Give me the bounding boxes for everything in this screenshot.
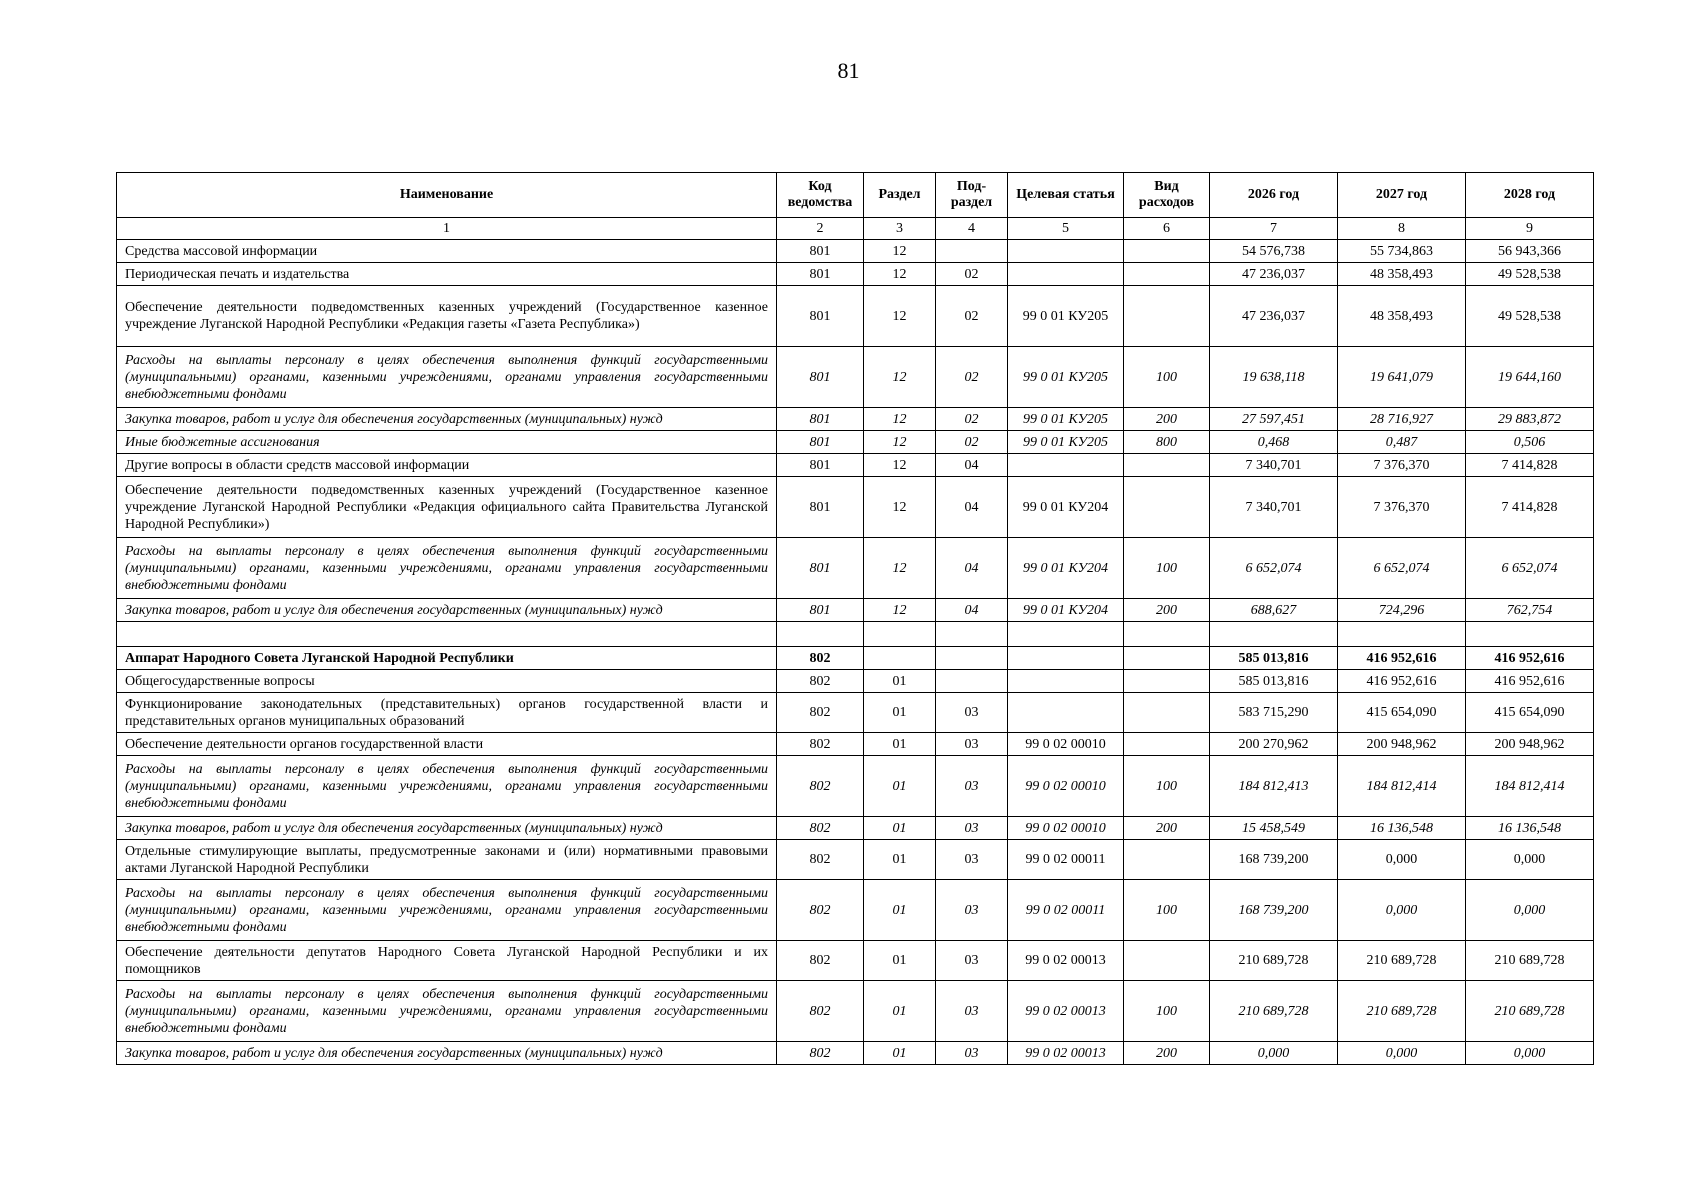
cell-target-item: 99 0 02 00010 [1008,756,1124,817]
cell-expense-type [1124,670,1210,693]
cell-section: 12 [864,408,936,431]
table-row [117,756,1594,817]
cell-amount-2028: 7 414,828 [1466,454,1594,477]
cell-dept-code: 802 [777,981,864,1042]
cell-subsection: 03 [936,733,1008,756]
cell-expense-type: 100 [1124,347,1210,408]
cell-amount-2027: 48 358,493 [1338,286,1466,347]
header-section: Раздел [864,173,936,218]
cell-row-name: Функционирование законодательных (представительных) органов государственной власти и представительных органов муниципальных образований [117,693,777,733]
cell-expense-type: 200 [1124,1042,1210,1065]
cell-dept-code: 802 [777,670,864,693]
cell-target-item [1008,670,1124,693]
cell-amount-2026: 15 458,549 [1210,817,1338,840]
cell-amount-2027: 416 952,616 [1338,647,1466,670]
cell-dept-code: 802 [777,817,864,840]
cell-subsection: 02 [936,431,1008,454]
cell-amount-2027: 0,000 [1338,1042,1466,1065]
cell-dept-code: 801 [777,347,864,408]
column-number: 3 [864,218,936,240]
column-number: 6 [1124,218,1210,240]
cell-target-item: 99 0 02 00010 [1008,733,1124,756]
cell-subsection: 03 [936,880,1008,941]
cell-amount-2028: 7 414,828 [1466,477,1594,538]
cell-subsection: 04 [936,599,1008,622]
cell-expense-type [1124,693,1210,733]
cell-target-item: 99 0 02 00013 [1008,1042,1124,1065]
cell-target-item: 99 0 02 00011 [1008,840,1124,880]
cell-subsection: 03 [936,981,1008,1042]
cell-amount-2026: 47 236,037 [1210,263,1338,286]
cell-expense-type [1124,941,1210,981]
table-row [117,981,1594,1042]
header-row [117,173,1594,218]
cell-dept-code: 802 [777,1042,864,1065]
cell-section: 12 [864,538,936,599]
cell-amount-2026: 47 236,037 [1210,286,1338,347]
cell-section: 12 [864,431,936,454]
header-expense-type: Вид расходов [1124,173,1210,218]
cell-subsection: 02 [936,263,1008,286]
cell-amount-2027: 16 136,548 [1338,817,1466,840]
cell-target-item: 99 0 01 КУ205 [1008,286,1124,347]
cell-subsection: 03 [936,941,1008,981]
cell-row-name: Обеспечение деятельности депутатов Народного Совета Луганской Народной Республики и их помощников [117,941,777,981]
cell-amount-2026: 184 812,413 [1210,756,1338,817]
cell-target-item [1008,693,1124,733]
cell-amount-2027: 55 734,863 [1338,240,1466,263]
cell-row-name: Расходы на выплаты персоналу в целях обеспечения выполнения функций государственными (муниципальными) органами, казенными учреждениями, органами управления государственными внебюджетными фондами [117,347,777,408]
table-row [117,941,1594,981]
cell-row-name: Закупка товаров, работ и услуг для обеспечения государственных (муниципальных) нужд [117,599,777,622]
table-row [117,733,1594,756]
cell-amount-2026: 7 340,701 [1210,477,1338,538]
cell-row-name: Расходы на выплаты персоналу в целях обеспечения выполнения функций государственными (муниципальными) органами, казенными учреждениями, органами управления государственными внебюджетными фондами [117,880,777,941]
cell-subsection [936,647,1008,670]
cell-amount-2027: 415 654,090 [1338,693,1466,733]
cell-target-item: 99 0 02 00011 [1008,880,1124,941]
cell-subsection: 03 [936,817,1008,840]
cell-expense-type: 100 [1124,756,1210,817]
header-year-2028: 2028 год [1466,173,1594,218]
header-target-item: Целевая статья [1008,173,1124,218]
cell-row-name: Обеспечение деятельности подведомственных казенных учреждений (Государственное казенное учреждение Луганской Народной Республики «Редакция официального сайта Правительства Луганской Народной Республики») [117,477,777,538]
cell-amount-2027: 184 812,414 [1338,756,1466,817]
cell-amount-2026: 27 597,451 [1210,408,1338,431]
cell-expense-type: 800 [1124,431,1210,454]
cell-expense-type [1124,263,1210,286]
cell-subsection: 02 [936,347,1008,408]
cell-amount-2026: 585 013,816 [1210,647,1338,670]
cell-amount-2028: 0,000 [1466,1042,1594,1065]
cell-expense-type [1124,622,1210,647]
cell-row-name: Обеспечение деятельности органов государственной власти [117,733,777,756]
cell-amount-2028: 762,754 [1466,599,1594,622]
cell-amount-2026: 6 652,074 [1210,538,1338,599]
cell-expense-type [1124,647,1210,670]
cell-section: 01 [864,981,936,1042]
cell-amount-2027: 210 689,728 [1338,981,1466,1042]
cell-expense-type: 200 [1124,599,1210,622]
cell-subsection: 04 [936,477,1008,538]
table-row [117,880,1594,941]
cell-row-name [117,622,777,647]
table-row [117,263,1594,286]
header-dept-code: Код ведомства [777,173,864,218]
cell-row-name: Закупка товаров, работ и услуг для обеспечения государственных (муниципальных) нужд [117,408,777,431]
cell-amount-2027: 724,296 [1338,599,1466,622]
column-number: 9 [1466,218,1594,240]
cell-dept-code: 801 [777,431,864,454]
cell-amount-2026: 7 340,701 [1210,454,1338,477]
cell-dept-code: 802 [777,941,864,981]
cell-row-name: Отдельные стимулирующие выплаты, предусмотренные законами и (или) нормативными правовыми актами Луганской Народной Республики [117,840,777,880]
table-row [117,454,1594,477]
cell-dept-code: 802 [777,693,864,733]
cell-row-name: Закупка товаров, работ и услуг для обеспечения государственных (муниципальных) нужд [117,817,777,840]
cell-amount-2028: 415 654,090 [1466,693,1594,733]
cell-row-name: Средства массовой информации [117,240,777,263]
cell-amount-2028: 0,000 [1466,840,1594,880]
cell-target-item [1008,647,1124,670]
cell-section: 12 [864,454,936,477]
header-subsection: Под-раздел [936,173,1008,218]
cell-amount-2028: 16 136,548 [1466,817,1594,840]
table-row [117,693,1594,733]
column-number: 2 [777,218,864,240]
table-row [117,840,1594,880]
cell-amount-2026: 688,627 [1210,599,1338,622]
cell-row-name: Расходы на выплаты персоналу в целях обеспечения выполнения функций государственными (муниципальными) органами, казенными учреждениями, органами управления государственными внебюджетными фондами [117,756,777,817]
cell-amount-2028: 210 689,728 [1466,941,1594,981]
cell-amount-2026: 210 689,728 [1210,941,1338,981]
cell-amount-2027: 0,000 [1338,880,1466,941]
cell-target-item: 99 0 01 КУ204 [1008,599,1124,622]
cell-subsection [936,670,1008,693]
cell-amount-2028: 210 689,728 [1466,981,1594,1042]
cell-subsection [936,240,1008,263]
cell-section: 01 [864,880,936,941]
table-row [117,408,1594,431]
cell-target-item: 99 0 02 00010 [1008,817,1124,840]
table-row [117,347,1594,408]
cell-row-name: Закупка товаров, работ и услуг для обеспечения государственных (муниципальных) нужд [117,1042,777,1065]
cell-amount-2028: 200 948,962 [1466,733,1594,756]
cell-amount-2026: 0,000 [1210,1042,1338,1065]
cell-amount-2027: 210 689,728 [1338,941,1466,981]
table-row [117,670,1594,693]
cell-amount-2027: 200 948,962 [1338,733,1466,756]
cell-amount-2026: 210 689,728 [1210,981,1338,1042]
cell-dept-code: 802 [777,647,864,670]
cell-expense-type: 100 [1124,981,1210,1042]
table-row [117,647,1594,670]
cell-expense-type [1124,454,1210,477]
cell-amount-2028: 0,000 [1466,880,1594,941]
cell-subsection [936,622,1008,647]
cell-amount-2028: 416 952,616 [1466,647,1594,670]
page-number: 81 [837,58,860,83]
cell-target-item [1008,263,1124,286]
cell-amount-2026: 19 638,118 [1210,347,1338,408]
cell-section: 01 [864,1042,936,1065]
cell-dept-code: 801 [777,599,864,622]
cell-amount-2027: 48 358,493 [1338,263,1466,286]
table-row [117,431,1594,454]
cell-amount-2028: 29 883,872 [1466,408,1594,431]
cell-target-item [1008,622,1124,647]
cell-section: 12 [864,347,936,408]
header-year-2027: 2027 год [1338,173,1466,218]
cell-dept-code: 801 [777,477,864,538]
cell-section: 01 [864,733,936,756]
cell-amount-2028: 184 812,414 [1466,756,1594,817]
cell-amount-2028: 49 528,538 [1466,286,1594,347]
cell-subsection: 03 [936,840,1008,880]
cell-section: 12 [864,240,936,263]
cell-subsection: 03 [936,756,1008,817]
header-year-2026: 2026 год [1210,173,1338,218]
cell-dept-code: 802 [777,880,864,941]
cell-target-item: 99 0 02 00013 [1008,941,1124,981]
cell-amount-2027: 7 376,370 [1338,454,1466,477]
cell-dept-code [777,622,864,647]
cell-section [864,622,936,647]
cell-target-item: 99 0 01 КУ204 [1008,538,1124,599]
cell-dept-code: 801 [777,454,864,477]
cell-section: 01 [864,670,936,693]
table-row [117,1042,1594,1065]
cell-subsection: 04 [936,538,1008,599]
cell-amount-2028: 0,506 [1466,431,1594,454]
cell-expense-type [1124,840,1210,880]
table-row [117,477,1594,538]
cell-section: 12 [864,286,936,347]
cell-row-name: Иные бюджетные ассигнования [117,431,777,454]
column-number: 5 [1008,218,1124,240]
table-row [117,240,1594,263]
cell-amount-2026: 0,468 [1210,431,1338,454]
cell-section: 01 [864,693,936,733]
column-number: 4 [936,218,1008,240]
cell-dept-code: 801 [777,240,864,263]
cell-amount-2027: 7 376,370 [1338,477,1466,538]
cell-amount-2027 [1338,622,1466,647]
cell-dept-code: 801 [777,286,864,347]
cell-target-item: 99 0 01 КУ205 [1008,408,1124,431]
header-name: Наименование [117,173,777,218]
cell-target-item: 99 0 02 00013 [1008,981,1124,1042]
table-row [117,286,1594,347]
cell-target-item: 99 0 01 КУ205 [1008,431,1124,454]
cell-amount-2028: 6 652,074 [1466,538,1594,599]
cell-section [864,647,936,670]
cell-target-item: 99 0 01 КУ205 [1008,347,1124,408]
cell-section: 12 [864,599,936,622]
cell-amount-2028: 19 644,160 [1466,347,1594,408]
cell-section: 01 [864,840,936,880]
table-row [117,622,1594,647]
cell-expense-type: 200 [1124,817,1210,840]
cell-section: 01 [864,817,936,840]
cell-subsection: 02 [936,286,1008,347]
cell-section: 12 [864,263,936,286]
table-row [117,817,1594,840]
cell-expense-type: 100 [1124,538,1210,599]
cell-row-name: Расходы на выплаты персоналу в целях обеспечения выполнения функций государственными (муниципальными) органами, казенными учреждениями, органами управления государственными внебюджетными фондами [117,538,777,599]
cell-subsection: 04 [936,454,1008,477]
cell-expense-type: 100 [1124,880,1210,941]
table-row [117,538,1594,599]
cell-amount-2027: 0,487 [1338,431,1466,454]
cell-amount-2026: 585 013,816 [1210,670,1338,693]
cell-expense-type [1124,240,1210,263]
cell-dept-code: 802 [777,733,864,756]
cell-amount-2027: 416 952,616 [1338,670,1466,693]
cell-amount-2026: 168 739,200 [1210,840,1338,880]
budget-table [116,172,1594,1065]
cell-section: 01 [864,941,936,981]
cell-subsection: 02 [936,408,1008,431]
cell-expense-type [1124,477,1210,538]
cell-amount-2028: 416 952,616 [1466,670,1594,693]
cell-amount-2026: 583 715,290 [1210,693,1338,733]
cell-row-name: Обеспечение деятельности подведомственных казенных учреждений (Государственное казенное учреждение Луганской Народной Республики «Редакция газеты «Газета Республика») [117,286,777,347]
cell-amount-2026: 168 739,200 [1210,880,1338,941]
table-body [117,240,1594,1065]
cell-row-name: Расходы на выплаты персоналу в целях обеспечения выполнения функций государственными (муниципальными) органами, казенными учреждениями, органами управления государственными внебюджетными фондами [117,981,777,1042]
cell-dept-code: 801 [777,538,864,599]
cell-section: 01 [864,756,936,817]
cell-subsection: 03 [936,1042,1008,1065]
cell-amount-2026 [1210,622,1338,647]
cell-target-item: 99 0 01 КУ204 [1008,477,1124,538]
cell-row-name: Аппарат Народного Совета Луганской Народной Республики [117,647,777,670]
cell-target-item [1008,454,1124,477]
cell-dept-code: 802 [777,756,864,817]
cell-expense-type [1124,733,1210,756]
cell-amount-2028: 56 943,366 [1466,240,1594,263]
cell-amount-2026: 200 270,962 [1210,733,1338,756]
cell-row-name: Другие вопросы в области средств массовой информации [117,454,777,477]
cell-amount-2027: 19 641,079 [1338,347,1466,408]
cell-target-item [1008,240,1124,263]
cell-expense-type [1124,286,1210,347]
cell-dept-code: 801 [777,408,864,431]
cell-amount-2028: 49 528,538 [1466,263,1594,286]
cell-dept-code: 802 [777,840,864,880]
cell-amount-2027: 0,000 [1338,840,1466,880]
cell-subsection: 03 [936,693,1008,733]
column-number-row [117,218,1594,240]
cell-expense-type: 200 [1124,408,1210,431]
column-number: 7 [1210,218,1338,240]
cell-amount-2027: 6 652,074 [1338,538,1466,599]
table-row [117,599,1594,622]
cell-row-name: Периодическая печать и издательства [117,263,777,286]
cell-dept-code: 801 [777,263,864,286]
column-number: 1 [117,218,777,240]
cell-amount-2026: 54 576,738 [1210,240,1338,263]
cell-amount-2027: 28 716,927 [1338,408,1466,431]
cell-amount-2028 [1466,622,1594,647]
cell-row-name: Общегосударственные вопросы [117,670,777,693]
cell-section: 12 [864,477,936,538]
column-number: 8 [1338,218,1466,240]
